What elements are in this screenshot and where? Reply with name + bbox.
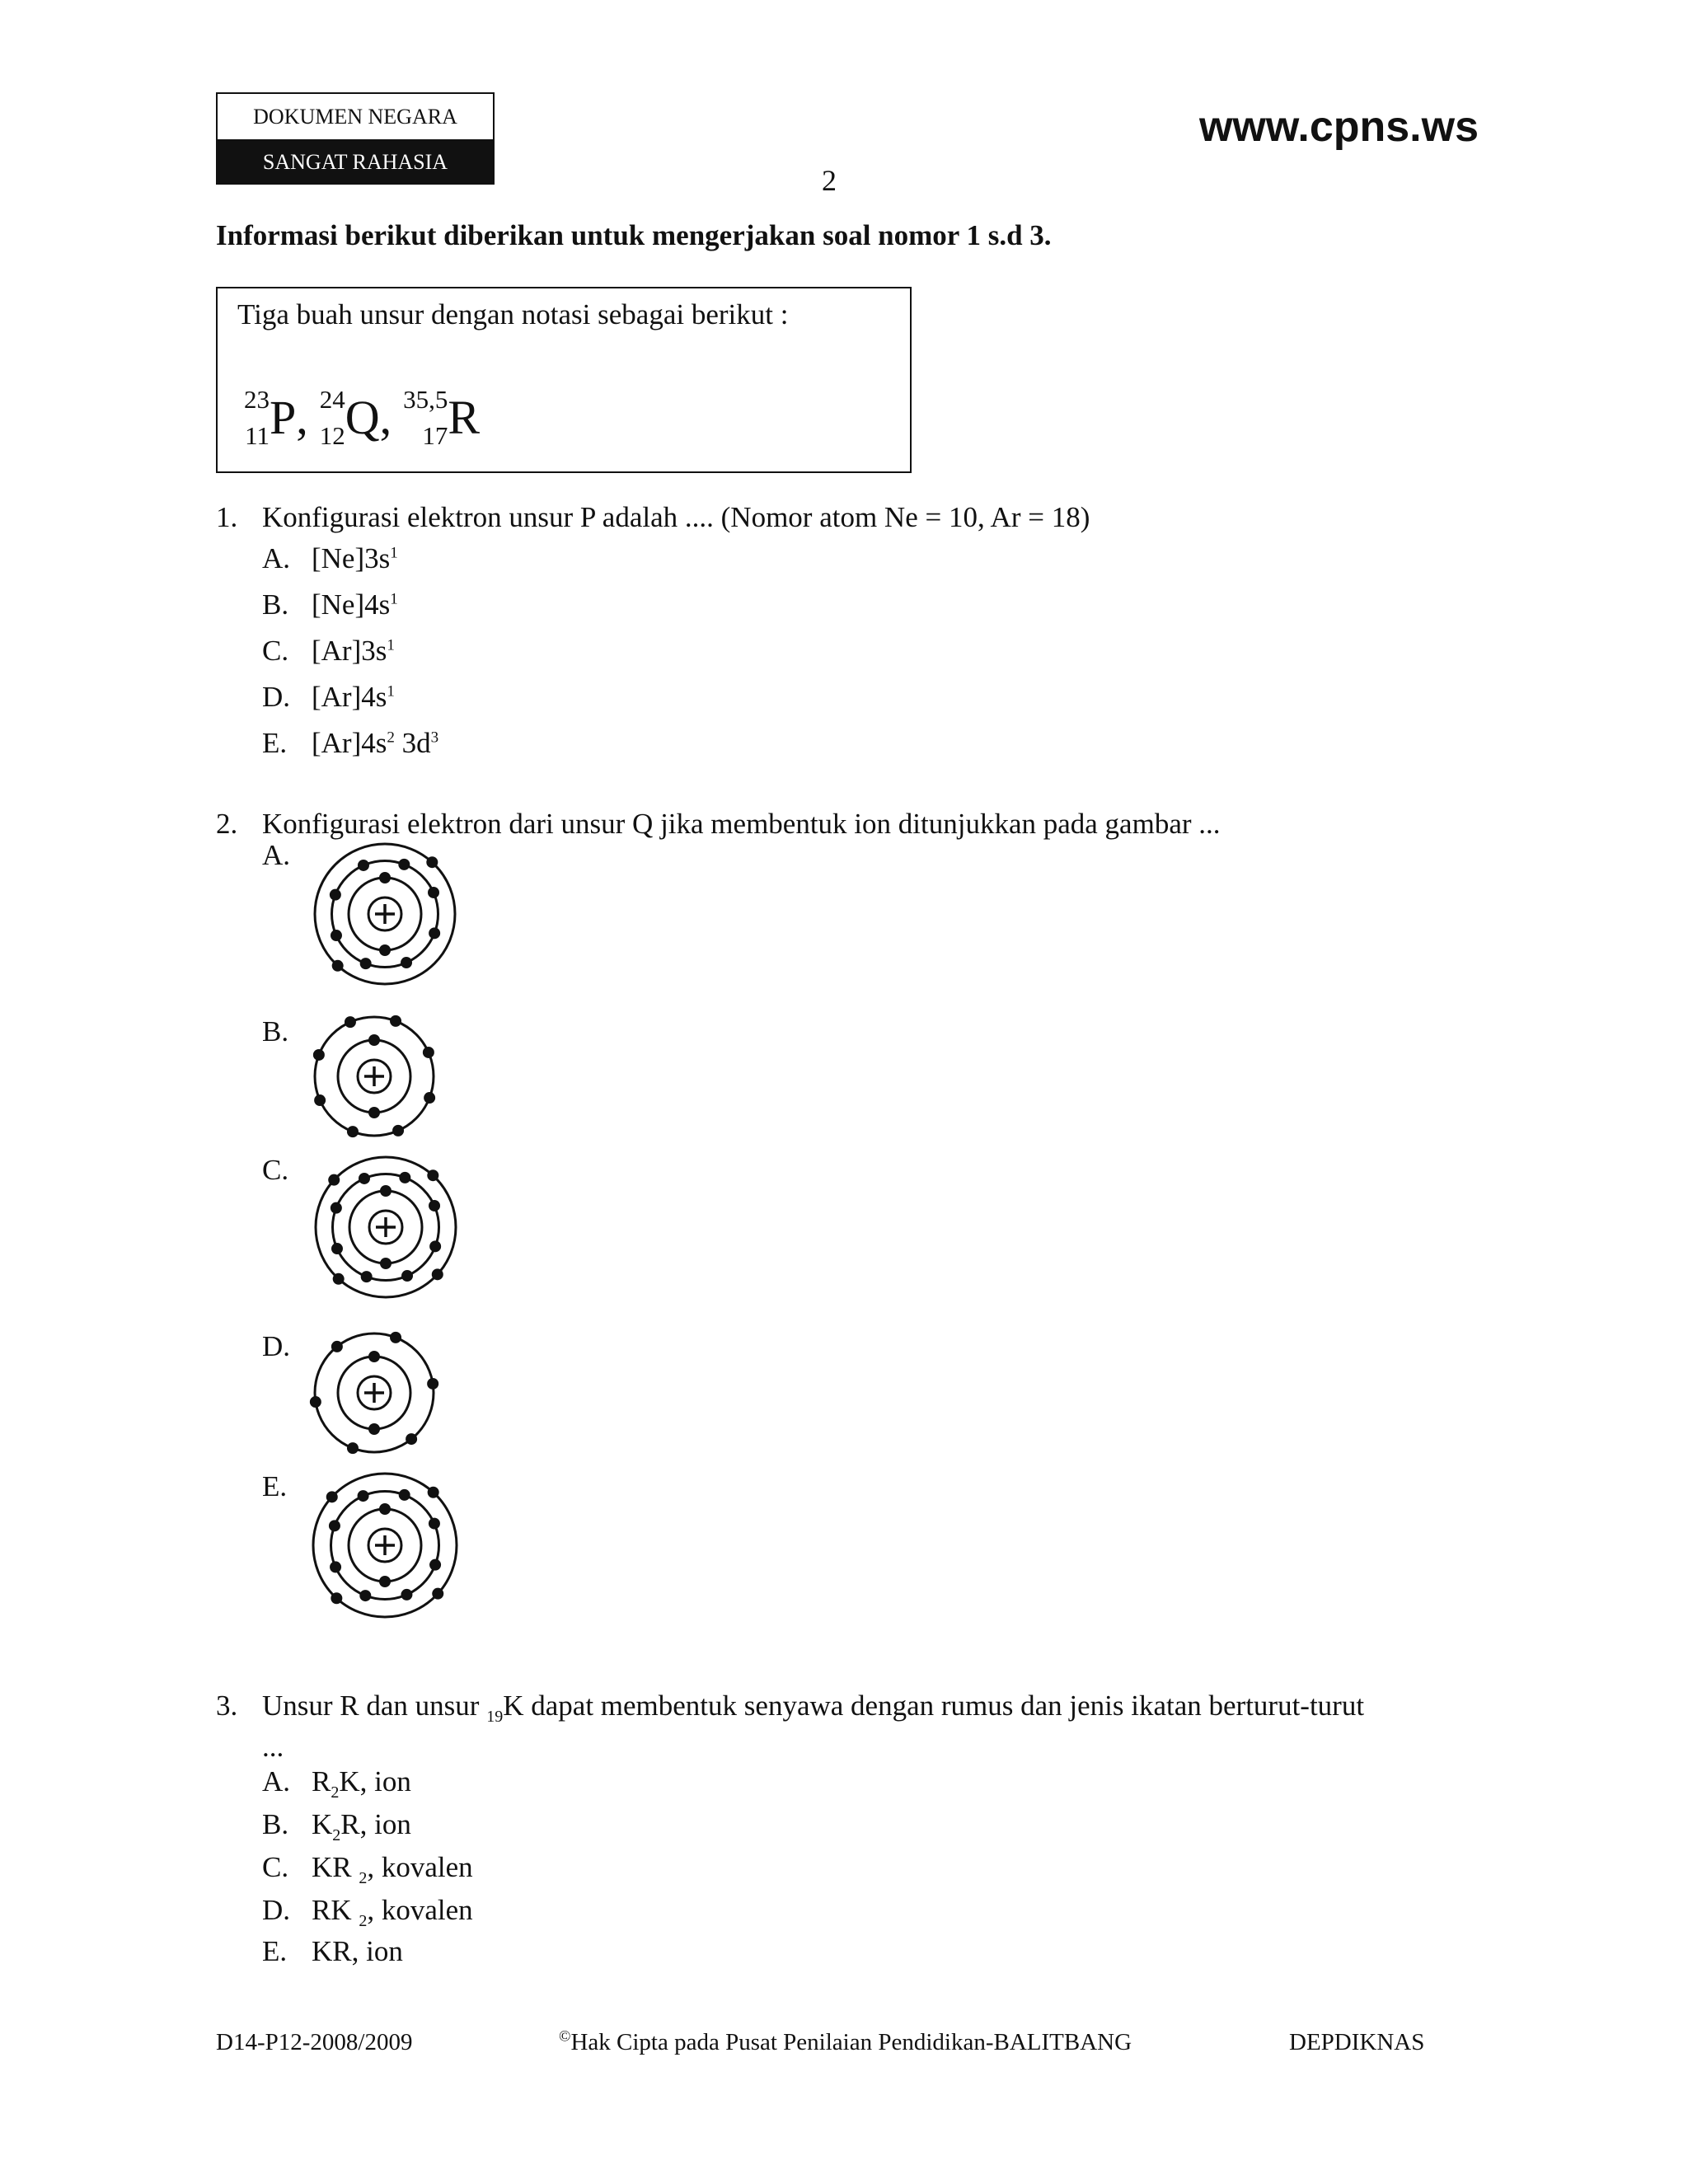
- electron: [401, 1270, 413, 1282]
- electron: [429, 927, 440, 939]
- electron: [368, 1351, 380, 1362]
- atomic-number: 11: [245, 421, 270, 450]
- electron: [392, 1125, 404, 1137]
- electron: [330, 1561, 341, 1572]
- option-letter: E.: [262, 1935, 288, 1967]
- option-letter: D.: [262, 681, 291, 713]
- footer-copyright: ©Hak Cipta pada Pusat Penilaian Pendidikan-BALITBANG: [559, 2027, 1132, 2055]
- footer-dept: DEPDIKNAS: [1289, 2029, 1425, 2055]
- electron: [426, 856, 438, 868]
- electron: [398, 859, 410, 870]
- mass-number: 35,5: [403, 385, 448, 414]
- electron: [399, 1489, 410, 1501]
- electron: [401, 957, 412, 968]
- electron: [361, 1271, 373, 1282]
- electron: [432, 1588, 443, 1600]
- electron: [427, 1169, 438, 1181]
- option-text: RK $_2$, kovalen: [312, 1894, 473, 1930]
- electron: [328, 1174, 340, 1186]
- plus-icon: [375, 1535, 395, 1555]
- element-notation-q: [320, 382, 403, 454]
- electron: [358, 860, 369, 871]
- element-notation-r: [403, 382, 480, 454]
- electron: [399, 1172, 410, 1183]
- electron: [428, 887, 439, 898]
- electron: [380, 1185, 392, 1197]
- electron: [331, 930, 342, 941]
- option-letter: E.: [262, 1470, 288, 1502]
- atomic-number: 17: [422, 421, 448, 450]
- stamp-top-label: DOKUMEN NEGARA: [253, 105, 457, 129]
- option-text: $K_2R$, ion: [312, 1808, 411, 1844]
- question-text: Konfigurasi elektron unsur P adalah .... (Nomor atom Ne = 10, Ar = 18): [262, 501, 1090, 533]
- mass-number: 24: [319, 385, 345, 414]
- option-text: KR $_2$, kovalen: [312, 1851, 473, 1887]
- atom-diagram-d[interactable]: [308, 1327, 440, 1459]
- question-number: 3.: [216, 1690, 238, 1722]
- footer-code: D14-P12-2008/2009: [216, 2029, 413, 2055]
- electron: [368, 1034, 380, 1046]
- info-statement: Tiga buah unsur dengan notasi sebagai berikut :: [237, 298, 789, 330]
- electron: [358, 1490, 369, 1502]
- question-number: 2.: [216, 808, 238, 840]
- option-text: $[Ar]4s^1$: [312, 681, 395, 713]
- option-letter: C.: [262, 635, 289, 667]
- electron: [313, 1049, 325, 1061]
- element-symbol: P: [270, 391, 297, 444]
- element-symbol: R: [448, 391, 481, 444]
- option-text: $[Ar]3s^1$: [312, 635, 395, 667]
- option-text: $[Ne]3s^1$: [312, 542, 398, 574]
- option-letter: C.: [262, 1154, 289, 1186]
- electron: [427, 1378, 438, 1390]
- electron: [331, 1202, 342, 1214]
- page-number: 2: [822, 164, 837, 197]
- option-text: KR, ion: [312, 1935, 403, 1967]
- separator: ,: [296, 391, 308, 444]
- option-letter: B.: [262, 588, 289, 621]
- electron: [314, 1094, 326, 1106]
- info-box: [216, 287, 912, 473]
- document-classification-stamp: [216, 92, 495, 185]
- option-letter: B.: [262, 1015, 289, 1047]
- element-notations: [244, 373, 480, 463]
- element-notation-p: [244, 382, 320, 454]
- electron: [379, 872, 391, 883]
- question-text: Unsur R dan unsur $_{19}$K dapat membentuk senyawa dengan rumus dan jenis ikatan berturut-turut: [262, 1690, 1365, 1726]
- option-letter: E.: [262, 727, 288, 759]
- option-letter: C.: [262, 1851, 289, 1883]
- electron: [360, 958, 372, 969]
- plus-icon: [376, 1217, 396, 1237]
- question-3-continuation: ...: [262, 1731, 284, 1763]
- electron: [379, 944, 391, 956]
- option-text: $R_2K$, ion: [312, 1765, 411, 1802]
- option-letter: A.: [262, 1765, 291, 1797]
- electron: [331, 1341, 343, 1352]
- atom-diagram-e[interactable]: [307, 1467, 463, 1624]
- electron: [406, 1433, 417, 1445]
- stamp-bottom-label: SANGAT RAHASIA: [218, 139, 493, 185]
- option-letter: A.: [262, 542, 291, 574]
- atom-diagram-c[interactable]: [305, 1151, 467, 1304]
- electron: [331, 1592, 342, 1604]
- electron: [432, 1268, 443, 1280]
- option-letter: D.: [262, 1330, 291, 1362]
- plus-icon: [364, 1066, 384, 1086]
- option-letter: A.: [262, 839, 291, 871]
- electron: [345, 1016, 356, 1028]
- electron: [332, 960, 344, 972]
- option-text: $[Ar]4s^2$ $3d^3$: [312, 727, 439, 759]
- electron: [310, 1396, 321, 1408]
- atom-diagram-b[interactable]: [308, 1010, 440, 1142]
- electron: [379, 1576, 391, 1587]
- electron: [429, 1559, 441, 1571]
- electron: [423, 1047, 434, 1058]
- mass-number: 23: [244, 385, 270, 414]
- electron: [368, 1423, 380, 1435]
- electron: [380, 1258, 392, 1269]
- electron: [428, 1487, 439, 1498]
- electron: [368, 1107, 380, 1118]
- element-symbol: Q: [345, 391, 380, 444]
- electron: [359, 1590, 371, 1601]
- separator: ,: [379, 391, 392, 444]
- electron: [329, 1520, 340, 1531]
- electron: [331, 1243, 343, 1254]
- intro-text: Informasi berikut diberikan untuk mengerjakan soal nomor 1 s.d 3.: [216, 219, 1052, 251]
- electron: [429, 1518, 440, 1530]
- option-letter: B.: [262, 1808, 289, 1840]
- electron: [359, 1173, 370, 1184]
- electron: [347, 1442, 359, 1454]
- question-number: 1.: [216, 501, 238, 533]
- plus-icon: [375, 904, 395, 924]
- electron: [429, 1240, 441, 1252]
- electron: [390, 1015, 401, 1027]
- website-watermark: www.cpns.ws: [1198, 103, 1479, 151]
- electron: [326, 1491, 338, 1502]
- electron: [429, 1200, 440, 1212]
- electron: [401, 1589, 412, 1601]
- electron: [333, 1273, 345, 1285]
- atom-diagram-a[interactable]: [308, 837, 462, 991]
- question-text: Konfigurasi elektron dari unsur Q jika membentuk ion ditunjukkan pada gambar ...: [262, 808, 1221, 840]
- electron: [347, 1126, 359, 1137]
- atomic-number: 12: [319, 421, 345, 450]
- electron: [424, 1092, 435, 1104]
- electron: [379, 1503, 391, 1515]
- electron: [390, 1332, 401, 1343]
- electron: [330, 889, 341, 901]
- option-letter: D.: [262, 1894, 291, 1926]
- option-text: $[Ne]4s^1$: [312, 588, 398, 621]
- plus-icon: [364, 1383, 384, 1403]
